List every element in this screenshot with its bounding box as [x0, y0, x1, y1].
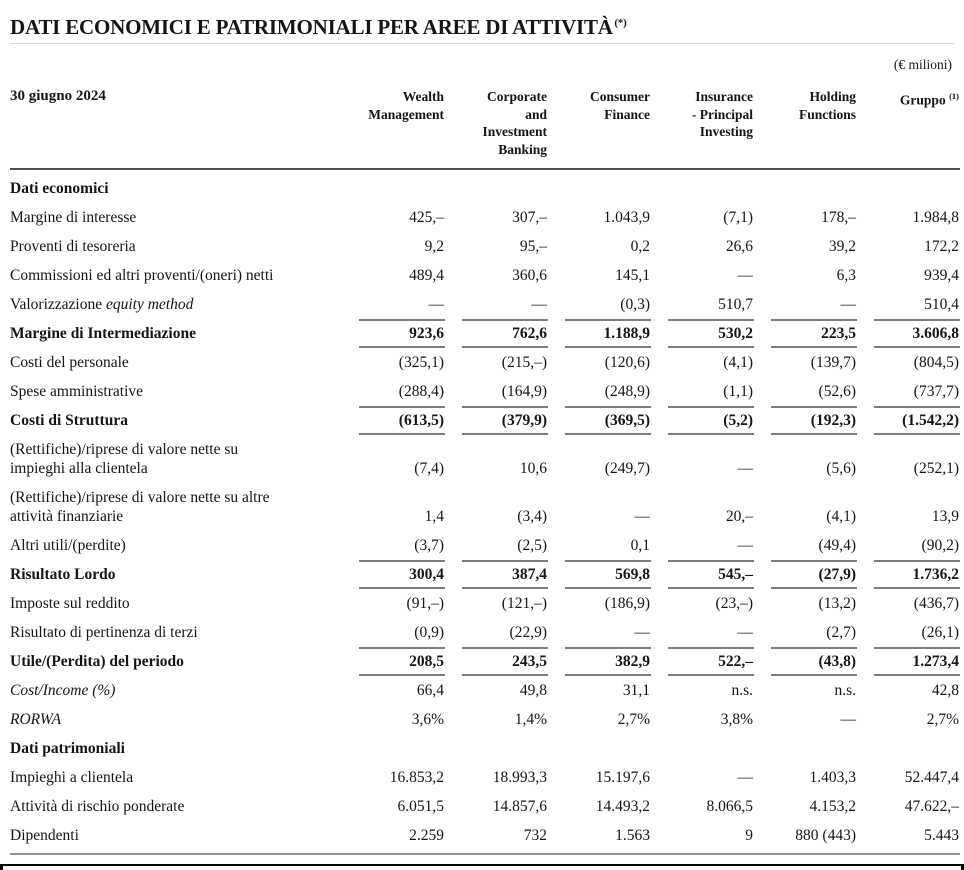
row-label: Margine di Intermediazione — [10, 325, 196, 342]
value-cell: 31,1 — [622, 682, 650, 699]
value-cell — [445, 734, 548, 763]
row-label: Risultato Lordo — [10, 566, 116, 583]
value-cell: 1.563 — [548, 821, 651, 854]
value-cell: 307,– — [512, 209, 547, 226]
value-cell: (139,7) — [810, 354, 856, 371]
table-row — [10, 169, 960, 203]
table-row — [10, 261, 960, 290]
row-label: Altri utili/(perdite) — [10, 537, 126, 554]
value-cell: (5,6) — [826, 460, 856, 477]
value-cell: 387,4 — [445, 560, 548, 589]
value-cell: (23,–) — [715, 595, 753, 612]
value-cell: — — [634, 624, 650, 641]
value-cell: 510,4 — [924, 296, 959, 313]
value-cell: 5.443 — [857, 821, 960, 854]
value-cell: 360,6 — [512, 267, 547, 284]
value-cell: 4.153,2 — [809, 798, 856, 815]
table-row — [10, 792, 960, 821]
value-cell: (22,9) — [509, 624, 547, 641]
value-cell: (804,5) — [913, 354, 959, 371]
value-cell: (13,2) — [818, 595, 856, 612]
value-cell: (121,–) — [501, 595, 547, 612]
value-cell — [548, 169, 651, 203]
value-cell — [651, 169, 754, 203]
value-cell: 3,6% — [411, 711, 444, 728]
value-cell: 9,2 — [424, 238, 444, 255]
value-cell: n.s. — [834, 682, 856, 699]
table-row — [10, 560, 960, 589]
value-cell: 923,6 — [342, 319, 445, 348]
value-cell: (613,5) — [342, 406, 445, 435]
value-cell: (0,9) — [414, 624, 444, 641]
value-cell: 16.853,2 — [389, 769, 444, 786]
value-cell: 14.493,2 — [595, 798, 650, 815]
value-cell: — — [840, 711, 856, 728]
value-cell: (4,1) — [826, 508, 856, 525]
row-label: Risultato di pertinenza di terzi — [10, 624, 198, 641]
value-cell: 13,9 — [931, 508, 959, 525]
value-cell: 2.259 — [342, 821, 445, 854]
row-label: Margine di interesse — [10, 209, 137, 226]
table-row — [10, 290, 960, 319]
row-label: Utile/(Perdita) del periodo — [10, 653, 184, 670]
table-row — [10, 531, 960, 560]
value-cell: 178,– — [821, 209, 856, 226]
value-cell: 26,6 — [725, 238, 753, 255]
value-cell: 9 — [651, 821, 754, 854]
value-cell: (1.542,2) — [857, 406, 960, 435]
value-cell: 0,1 — [630, 537, 650, 554]
row-label: Costi del personale — [10, 354, 129, 371]
table-row — [10, 232, 960, 261]
value-cell: 489,4 — [409, 267, 444, 284]
value-cell: (436,7) — [913, 595, 959, 612]
value-cell: — — [737, 769, 753, 786]
value-cell: 732 — [445, 821, 548, 854]
value-cell: 382,9 — [548, 647, 651, 676]
value-cell: (3,7) — [414, 537, 444, 554]
table-body — [10, 169, 960, 854]
segment-report-table — [10, 88, 960, 855]
table-header — [10, 88, 960, 169]
value-cell: (120,6) — [604, 354, 650, 371]
value-cell: 1.403,3 — [809, 769, 856, 786]
value-cell: (2,7) — [826, 624, 856, 641]
value-cell: 145,1 — [615, 267, 650, 284]
row-label: Attività di rischio ponderate — [10, 798, 185, 815]
value-cell: 569,8 — [548, 560, 651, 589]
value-cell: 66,4 — [416, 682, 444, 699]
value-cell: (43,8) — [754, 647, 857, 676]
table-row — [10, 203, 960, 232]
table-row — [10, 647, 960, 676]
value-cell: (288,4) — [398, 383, 444, 400]
row-label: Spese amministrative — [10, 383, 144, 400]
row-label: Commissioni ed altri proventi/(oneri) netti — [10, 267, 274, 284]
value-cell — [754, 734, 857, 763]
row-label: (Rettifiche)/riprese di valore nette su impieghi alla clientela — [10, 441, 239, 477]
value-cell: (248,9) — [604, 383, 650, 400]
value-cell: (369,5) — [548, 406, 651, 435]
row-label: Impieghi a clientela — [10, 769, 134, 786]
value-cell: 15.197,6 — [595, 769, 650, 786]
value-cell: 1.736,2 — [857, 560, 960, 589]
table-row — [10, 377, 960, 406]
row-label: RORWA — [10, 711, 62, 728]
value-cell: 14.857,6 — [492, 798, 547, 815]
row-label: Costi di Struttura — [10, 412, 128, 429]
value-cell: n.s. — [731, 682, 753, 699]
col-header-gruppo: Gruppo $^{(1)}$ — [857, 88, 960, 169]
value-cell: 3,8% — [720, 711, 753, 728]
value-cell: 0,2 — [630, 238, 650, 255]
value-cell: 6,3 — [836, 267, 856, 284]
table-row — [10, 821, 960, 854]
value-cell: (7,1) — [723, 209, 753, 226]
value-cell: 1.043,9 — [603, 209, 650, 226]
value-cell: 3.606,8 — [857, 319, 960, 348]
value-cell: 880 (443) — [754, 821, 857, 854]
value-cell: (91,–) — [406, 595, 444, 612]
value-cell: 8.066,5 — [706, 798, 753, 815]
table-row — [10, 705, 960, 734]
value-cell: — — [531, 296, 547, 313]
value-cell: (249,7) — [604, 460, 650, 477]
value-cell: (325,1) — [398, 354, 444, 371]
value-cell: 522,– — [651, 647, 754, 676]
page-title — [10, 12, 954, 38]
table-row — [10, 348, 960, 377]
value-cell: 300,4 — [342, 560, 445, 589]
value-cell — [342, 169, 445, 203]
value-cell: (4,1) — [723, 354, 753, 371]
value-cell: 1.273,4 — [857, 647, 960, 676]
value-cell: — — [737, 624, 753, 641]
value-cell: (26,1) — [921, 624, 959, 641]
table-row — [10, 435, 960, 483]
value-cell: 18.993,3 — [492, 769, 547, 786]
value-cell: 223,5 — [754, 319, 857, 348]
value-cell: 2,7% — [617, 711, 650, 728]
row-label: Cost/Income (%) — [10, 682, 116, 699]
value-cell: — — [737, 267, 753, 284]
value-cell: 10,6 — [519, 460, 547, 477]
value-cell: 762,6 — [445, 319, 548, 348]
row-label: (Rettifiche)/riprese di valore nette su altre attività finanziarie — [10, 489, 270, 525]
value-cell: (192,3) — [754, 406, 857, 435]
value-cell: (737,7) — [913, 383, 959, 400]
table-row — [10, 406, 960, 435]
value-cell: 20,– — [725, 508, 753, 525]
value-cell: 530,2 — [651, 319, 754, 348]
value-cell: (7,4) — [414, 460, 444, 477]
value-cell: 52.447,4 — [904, 769, 959, 786]
value-cell: 6.051,5 — [397, 798, 444, 815]
value-cell — [445, 169, 548, 203]
table-row — [10, 589, 960, 618]
value-cell: 1.984,8 — [912, 209, 959, 226]
row-label: Dipendenti — [10, 821, 342, 854]
value-cell: 95,– — [519, 238, 547, 255]
value-cell: (90,2) — [921, 537, 959, 554]
title-footnote-mark: (*) — [614, 17, 627, 29]
value-cell: 172,2 — [924, 238, 959, 255]
value-cell: 2,7% — [926, 711, 959, 728]
value-cell — [857, 169, 960, 203]
value-cell — [548, 734, 651, 763]
value-cell: (252,1) — [913, 460, 959, 477]
value-cell: — — [737, 460, 753, 477]
row-label: Proventi di tesoreria — [10, 238, 136, 255]
value-cell: (215,–) — [501, 354, 547, 371]
col-header-wealth-management: Wealth Management — [342, 88, 445, 169]
table-row — [10, 483, 960, 531]
value-cell: — — [737, 537, 753, 554]
value-cell: (186,9) — [604, 595, 650, 612]
col-header-holding-functions: Holding Functions — [754, 88, 857, 169]
value-cell — [754, 169, 857, 203]
value-cell — [857, 734, 960, 763]
value-cell: 1,4 — [424, 508, 444, 525]
title-divider — [10, 43, 954, 44]
value-cell: 39,2 — [828, 238, 856, 255]
col-header-insurance-principal-investing: Insurance - Principal Investing — [651, 88, 754, 169]
value-cell: (49,4) — [818, 537, 856, 554]
row-label: Dati patrimoniali — [10, 740, 125, 757]
value-cell: 208,5 — [342, 647, 445, 676]
value-cell: (0,3) — [620, 296, 650, 313]
table-row — [10, 319, 960, 348]
row-label: Valorizzazione equity method — [10, 296, 194, 313]
value-cell: (5,2) — [651, 406, 754, 435]
date-label: 30 giugno 2024 — [10, 88, 342, 169]
value-cell: 243,5 — [445, 647, 548, 676]
table-row — [10, 676, 960, 705]
value-cell: 47.622,– — [904, 798, 959, 815]
header-row — [10, 88, 960, 169]
value-cell: (3,4) — [517, 508, 547, 525]
value-cell: 1,4% — [514, 711, 547, 728]
page-title-text: DATI ECONOMICI E PATRIMONIALI PER AREE DI ATTIVITÀ — [10, 15, 613, 39]
value-cell: 545,– — [651, 560, 754, 589]
value-cell: 939,4 — [924, 267, 959, 284]
page-bottom-frame — [0, 864, 964, 870]
value-cell: — — [634, 508, 650, 525]
value-cell: 42,8 — [931, 682, 959, 699]
value-cell: 510,7 — [718, 296, 753, 313]
value-cell: (164,9) — [501, 383, 547, 400]
value-cell: 1.188,9 — [548, 319, 651, 348]
value-cell: 425,– — [409, 209, 444, 226]
value-cell: (2,5) — [517, 537, 547, 554]
value-cell: — — [840, 296, 856, 313]
value-cell — [342, 734, 445, 763]
table-row — [10, 618, 960, 647]
value-cell: (1,1) — [723, 383, 753, 400]
table-row — [10, 763, 960, 792]
value-cell: 49,8 — [519, 682, 547, 699]
unit-note: (€ milioni) — [893, 57, 952, 72]
value-cell: (27,9) — [754, 560, 857, 589]
value-cell — [651, 734, 754, 763]
value-cell: (52,6) — [818, 383, 856, 400]
value-cell: (379,9) — [445, 406, 548, 435]
row-label: Imposte sul reddito — [10, 595, 130, 612]
table-row — [10, 734, 960, 763]
col-header-corporate-investment-banking: Corporate and Investment Banking — [445, 88, 548, 169]
value-cell: — — [428, 296, 444, 313]
row-label: Dati economici — [10, 180, 109, 197]
col-header-consumer-finance: Consumer Finance — [548, 88, 651, 169]
